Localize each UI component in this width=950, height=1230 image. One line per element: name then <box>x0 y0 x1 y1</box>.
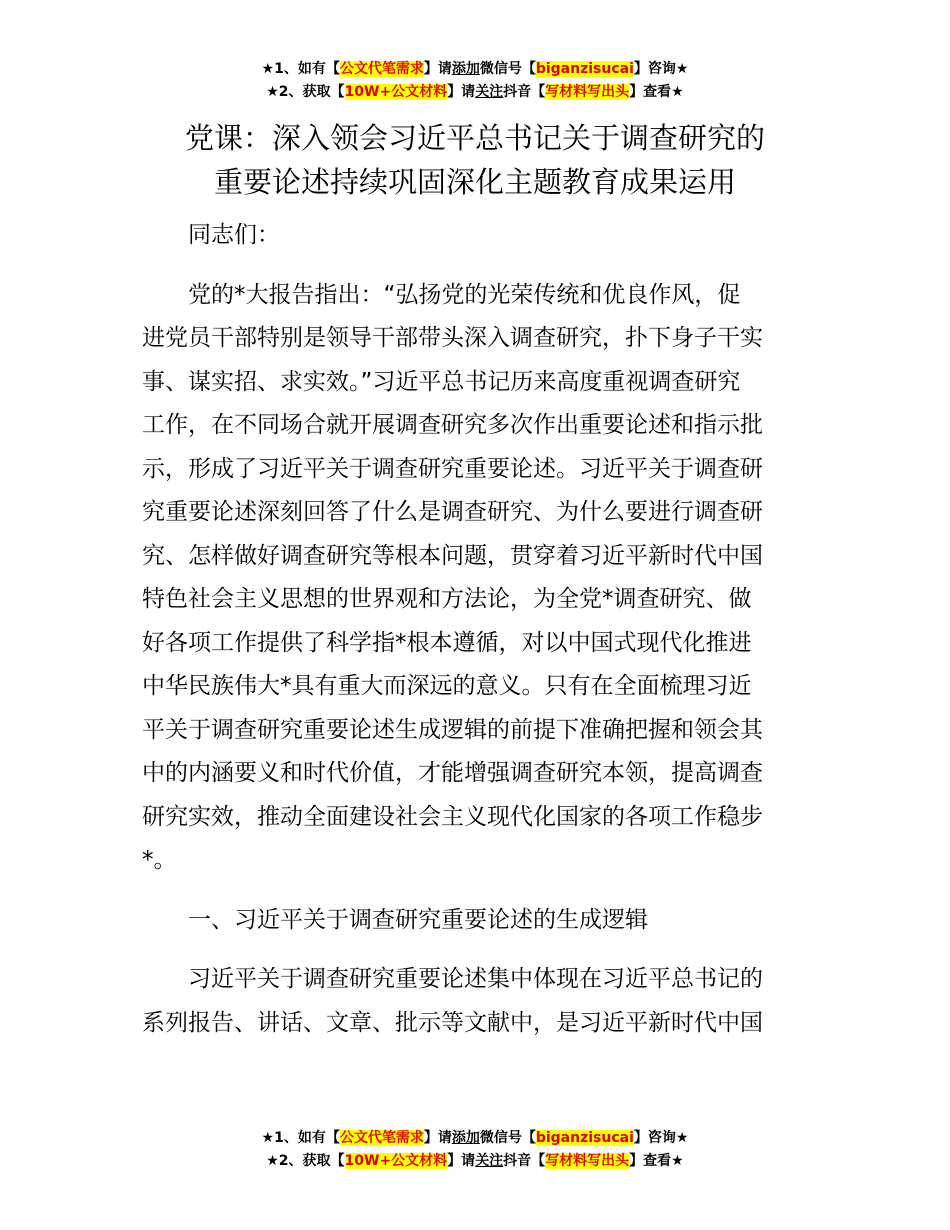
paragraph-line: 进党员干部特别是领导干部带头深入调查研究，扑下身子干实 <box>142 325 763 351</box>
banner-text: 】请 <box>423 1130 452 1146</box>
banner-highlight: biganzisucai <box>535 1130 634 1146</box>
paragraph-line: 究重要论述深刻回答了什么是调查研究、为什么要进行调查研 <box>142 499 763 525</box>
footer-banner <box>0 1127 950 1173</box>
banner-text: 】咨询★ <box>633 1130 689 1146</box>
document-body <box>142 214 814 1045</box>
header-banner <box>0 58 950 104</box>
banner-underline: 关注 <box>475 84 504 100</box>
banner-text: 】请 <box>423 61 452 77</box>
paragraph-line: 好各项工作提供了科学指*根本遵循，对以中国式现代化推进 <box>142 629 752 656</box>
paragraph-line: 中的内涵要义和时代价值，才能增强调查研究本领，提高调查 <box>142 760 763 786</box>
banner-text: 】查看★ <box>629 84 684 100</box>
paragraph-line: 工作，在不同场合就开展调查研究多次作出重要论述和指示批 <box>142 412 763 438</box>
paragraph-line: 平关于调查研究重要论述生成逻辑的前提下准确把握和领会其 <box>142 716 763 743</box>
banner-highlight: 公文代笔需求 <box>339 1130 424 1146</box>
banner-text: 抖音【 <box>503 1153 546 1169</box>
banner-text: ★1、如有【 <box>261 61 340 77</box>
banner-highlight: 写材料写出头 <box>545 1153 630 1169</box>
title-line-1: 党课：深入领会习近平总书记关于调查研究的 <box>184 121 765 155</box>
title-line-2: 重要论述持续巩固深化主题教育成果运用 <box>213 165 736 199</box>
banner-underline: 添加 <box>451 61 480 77</box>
paragraph-2 <box>142 958 814 1045</box>
banner-line-1 <box>0 58 950 81</box>
banner-text: 】请 <box>447 1153 476 1169</box>
paragraph-1 <box>142 274 814 883</box>
document-title <box>0 116 950 204</box>
section-heading-text: 一、习近平关于调查研究重要论述的生成逻辑 <box>142 906 648 933</box>
banner-underline: 添加 <box>451 1130 480 1146</box>
banner-highlight: 10W+公文材料 <box>344 84 448 100</box>
paragraph-line: 党的*大报告指出：“弘扬党的光荣传统和优良作风，促 <box>142 281 741 308</box>
banner-highlight: biganzisucai <box>535 61 634 77</box>
banner-text: ★1、如有【 <box>261 1130 340 1146</box>
banner-text: 】查看★ <box>629 1153 684 1169</box>
paragraph-line: 中华民族伟大*具有重大而深远的意义。只有在全面梳理习近 <box>142 673 752 699</box>
banner-highlight: 写材料写出头 <box>545 84 630 100</box>
banner-line-2 <box>0 1150 950 1173</box>
paragraph-gap <box>142 942 814 958</box>
paragraph-gap <box>142 883 814 899</box>
banner-highlight: 10W+公文材料 <box>344 1153 448 1169</box>
banner-text: ★2、获取【 <box>266 1153 345 1169</box>
paragraph-line: *。 <box>142 847 177 873</box>
paragraph-line: 特色社会主义思想的世界观和方法论，为全党*调查研究、做 <box>142 586 752 612</box>
banner-text: 抖音【 <box>503 84 546 100</box>
paragraph-line: 系列报告、讲话、文章、批示等文献中，是习近平新时代中国 <box>142 1009 763 1036</box>
paragraph-line: 习近平关于调查研究重要论述集中体现在习近平总书记的 <box>142 966 763 992</box>
banner-highlight: 公文代笔需求 <box>339 61 424 77</box>
banner-text: 】咨询★ <box>633 61 689 77</box>
banner-line-1 <box>0 1127 950 1150</box>
banner-text: ★2、获取【 <box>266 84 345 100</box>
greeting <box>142 214 814 258</box>
banner-text: 微信号【 <box>479 1130 536 1146</box>
paragraph-line: 研究实效，推动全面建设社会主义现代化国家的各项工作稳步 <box>142 803 763 830</box>
banner-underline: 关注 <box>475 1153 504 1169</box>
paragraph-line: 究、怎样做好调查研究等根本问题，贯穿着习近平新时代中国 <box>142 542 763 569</box>
banner-line-2 <box>0 81 950 104</box>
paragraph-line: 示，形成了习近平关于调查研究重要论述。习近平关于调查研 <box>142 455 763 482</box>
paragraph-line: 事、谋实招、求实效。”习近平总书记历来高度重视调查研究 <box>142 368 741 395</box>
paragraph-gap <box>142 258 814 274</box>
greeting-text: 同志们： <box>142 222 280 248</box>
banner-text: 】请 <box>447 84 476 100</box>
banner-text: 微信号【 <box>479 61 536 77</box>
section-heading-1 <box>142 899 814 943</box>
